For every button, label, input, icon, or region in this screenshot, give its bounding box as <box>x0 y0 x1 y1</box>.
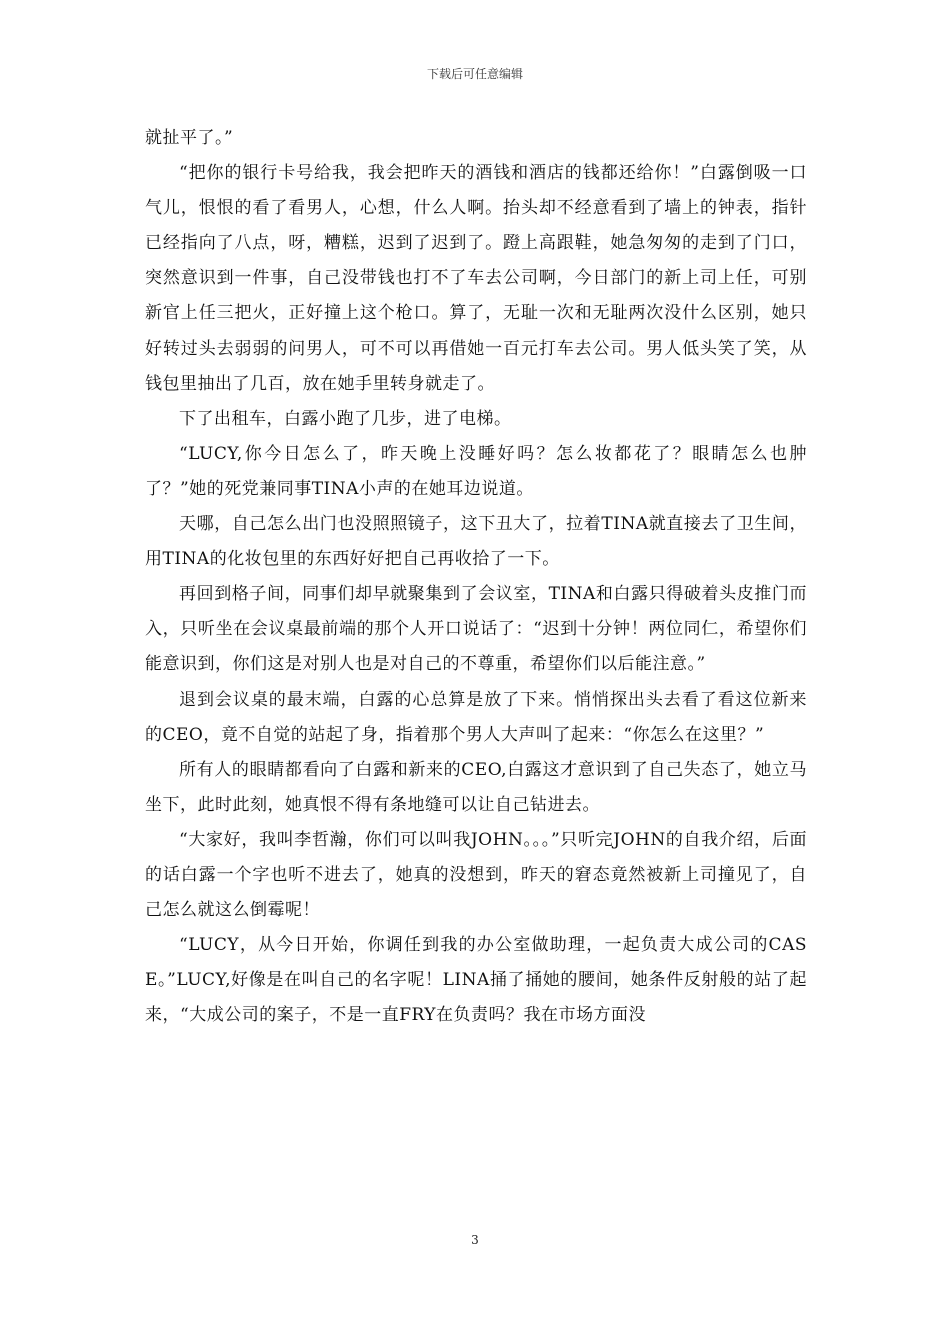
paragraph: 所有人的眼睛都看向了白露和新来的CEO,白露这才意识到了自己失态了，她立马坐下，此时此刻，她真恨不得有条地缝可以让自己钻进去。 <box>145 759 807 815</box>
paragraph: “LUCY,你今日怎么了，昨天晚上没睡好吗？怎么妆都花了？眼睛怎么也肿了？”她的死党兼同事TINA小声的在她耳边说道。 <box>145 443 807 499</box>
paragraph: 天哪，自己怎么出门也没照照镜子，这下丑大了，拉着TINA就直接去了卫生间，用TINA的化妆包里的东西好好把自己再收拾了一下。 <box>145 514 807 570</box>
paragraph: 再回到格子间，同事们却早就聚集到了会议室，TINA和白露只得破着头皮推门而入，只听坐在会议桌最前端的那个人开口说话了：“迟到十分钟！两位同仁，希望你们能意识到，你们这是对别人也是对自己的不尊重，希望你们以后能注意。” <box>145 584 807 675</box>
paragraph: “把你的银行卡号给我，我会把昨天的酒钱和酒店的钱都还给你！”白露倒吸一口气儿，恨恨的看了看男人，心想，什么人啊。抬头却不经意看到了墙上的钟表，指针已经指向了八点，呀，糟糕，迟到了迟到了。蹬上高跟鞋，她急匆匆的走到了门口，突然意识到一件事，自己没带钱也打不了车去公司啊，今日部门的新上司上任，可别新官上任三把火，正好撞上这个枪口。算了，无耻一次和无耻两次没什么区别，她只好转过头去弱弱的问男人，可不可以再借她一百元打车去公司。男人低头笑了笑，从钱包里抽出了几百，放在她手里转身就走了。 <box>145 163 807 394</box>
paragraph: “LUCY，从今日开始，你调任到我的办公室做助理，一起负责大成公司的CASE。”LUCY,好像是在叫自己的名字呢！LINA捅了捅她的腰间，她条件反射般的站了起来，“大成公司的案子，不是一直FRY在负责吗？我在市场方面没 <box>145 935 807 1026</box>
page-number: 3 <box>471 1233 479 1247</box>
paragraph: 退到会议桌的最末端，白露的心总算是放了下来。悄悄探出头去看了看这位新来的CEO，竟不自觉的站起了身，指着那个男人大声叫了起来：“你怎么在这里？” <box>145 689 807 745</box>
paragraph: “大家好，我叫李哲瀚，你们可以叫我JOHN。。。”只听完JOHN的自我介绍，后面的话白露一个字也听不进去了，她真的没想到，昨天的窘态竟然被新上司撞见了，自己怎么就这么倒霉呢！ <box>145 829 807 921</box>
paragraph: 就扯平了。” <box>145 128 234 148</box>
paragraph: 下了出租车，白露小跑了几步，进了电梯。 <box>179 408 512 429</box>
page-header-note: 下载后可任意编辑 <box>426 67 523 81</box>
document-body <box>145 121 807 1033</box>
